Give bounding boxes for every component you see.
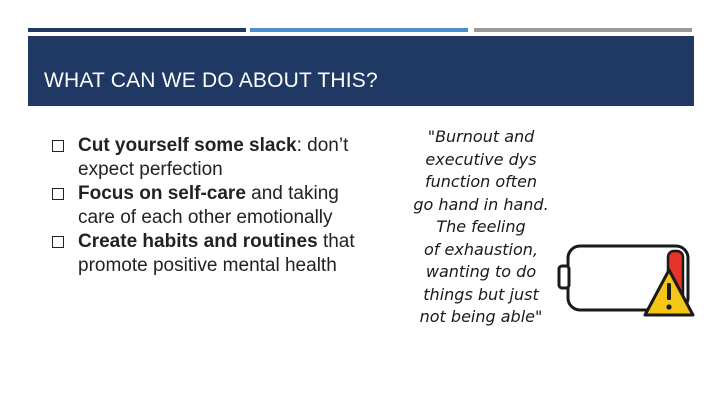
- slide-title: WHAT CAN WE DO ABOUT THIS?: [44, 69, 378, 92]
- top-strip-gray: [474, 28, 692, 32]
- bullet-item: [52, 230, 372, 278]
- comic-line: of exhaustion,: [424, 239, 538, 259]
- bullet-text: that promote positive mental health: [78, 231, 355, 276]
- comic-line: wanting to do: [425, 262, 537, 281]
- bullet-list: [52, 134, 372, 278]
- bullet-item: [52, 134, 372, 182]
- bullet-text: and taking care of each other emotionally: [78, 183, 339, 228]
- bullet-bold-text: Create habits and routines: [78, 231, 318, 252]
- top-strip-blue: [250, 28, 468, 32]
- comic-line: function often: [424, 172, 538, 191]
- battery-illustration: [556, 218, 706, 330]
- comic-line: go hand in hand.: [413, 194, 549, 214]
- comic-quote: [396, 126, 566, 376]
- bullet-bold-text: Focus on self-care: [78, 183, 246, 204]
- comic-line: not being able": [419, 307, 543, 326]
- comic-line: "Burnout and: [427, 127, 535, 146]
- title-bar: [28, 36, 694, 106]
- comic-line: executive dys: [425, 149, 537, 169]
- bullet-text: : don’t expect perfection: [78, 135, 349, 180]
- bullet-item: [52, 182, 372, 230]
- checkbox-icon: [52, 140, 64, 152]
- bullet-bold-text: Cut yourself some slack: [78, 135, 297, 156]
- checkbox-icon: [52, 236, 64, 248]
- top-strip-navy: [28, 28, 246, 32]
- checkbox-icon: [52, 188, 64, 200]
- comic-line: things but just: [423, 284, 539, 304]
- comic-line: The feeling: [436, 217, 526, 236]
